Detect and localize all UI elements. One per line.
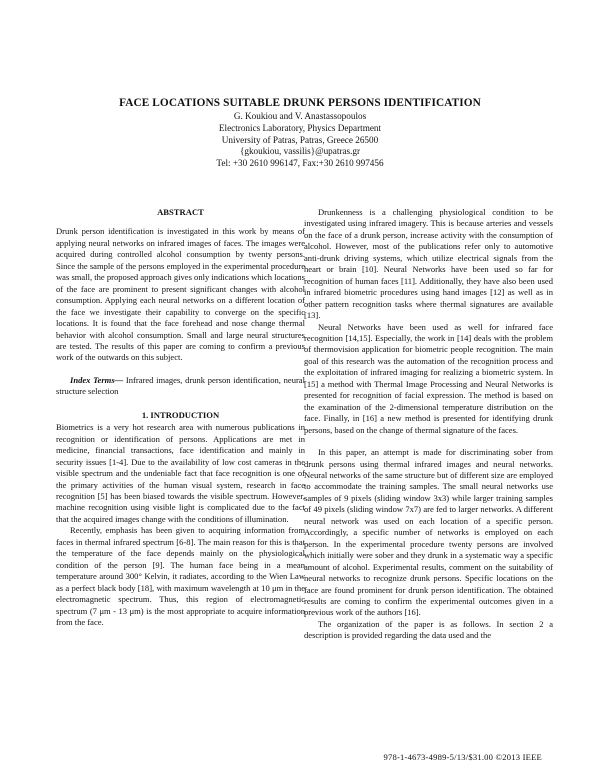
intro-paragraph-2: Recently, emphasis has been given to acquiring information from faces in thermal infrared spectrum [6-8]. The main reason for this is that the temperature of the face depends mainly on the physiological condition of the person [9]. The human face being in a mean temperature around 300° Kelvin, it radiates, according to the Wien Law as a perfect black body [18], with maximum wavelength at 10 μm in the electromagnetic spectrum. Thus, this region of electromagnetic spectrum (7 μm - 13 μm) is the most appropriate to acquire information from the face.	[56, 525, 305, 627]
index-terms	[56, 375, 305, 398]
left-column	[56, 207, 305, 628]
paper-title: FACE LOCATIONS SUITABLE DRUNK PERSONS IDENTIFICATION	[119, 97, 481, 109]
affiliation-line-1: Electronics Laboratory, Physics Department	[218, 122, 382, 133]
right-column	[304, 207, 553, 642]
index-terms-label: Index Terms—	[70, 374, 124, 385]
author-block	[60, 111, 540, 170]
copyright-footer: 978-1-4673-4989-5/13/$31.00 ©2013 IEEE	[383, 752, 542, 762]
right-paragraph-3: In this paper, an attempt is made for discriminating sober from drunk persons using thermal infrared images and neural networks. Neural networks of the same structure but of different size are employed to accommodate the training samples. The small neural networks use samples of 9 pixels (sliding window 3x3) while larger training samples of 49 pixels (sliding window 7x7) are fed to larger networks. A different neural network was used on each location of a specific person. Accordingly, a specific number of networks is employed on each person. In the experimental procedure twenty persons are involved which initially were sober and they drunk in a systematic way a specific amount of alcohol. Experimental results, comment on the suitability of neural networks to recognize drunk persons. Specific locations on the face are found prominent for drunk person identification. The obtained results are coming to confirm the experimental outcomes given in a previous work of the authors [16].	[304, 447, 553, 618]
contact-numbers: Tel: +30 2610 996147, Fax:+30 2610 997456	[216, 158, 384, 169]
author-emails: {gkoukiou, vassilis}@upatras.gr	[239, 146, 361, 157]
abstract-heading: ABSTRACT	[157, 207, 204, 217]
affiliation-line-2: University of Patras, Patras, Greece 26500	[221, 134, 379, 145]
authors: G. Koukiou and V. Anastassopoulos	[233, 111, 367, 121]
abstract-text: Drunk person identification is investigated in this work by means of applying neural networks on infrared images of faces. The images were acquired during controlled alcohol consumption by twenty persons. Since the sample of the persons employed in the experimental procedure was small, the proposed approach gives only indications which locations of the face are prominent to present significant changes with alcohol consumption. Applying each neural networks on a different location of the face we investigate their capability to converge on the specific locations. It is found that the face forehead and nose change thermal behavior with alcohol consumption. Small and large neural structures are tested. The results of this paper are coming to confirm a previous work of the outwards on this subject.	[56, 226, 305, 363]
intro-paragraph-1: Biometrics is a very hot research area with numerous publications in recognition or identification of persons. Applications are met in medicine, financial transactions, face identification and mainly in security issues [1-4]. Due to the availability of low cost cameras in the visible spectrum and the undeniable fact that face recognition is one of the primary activities of the human visual system, research in face recognition [5] has been biased towards the visible spectrum. However, machine recognition using visible light is complicated due to the fact that the acquired images change with the conditions of illumination.	[56, 422, 305, 524]
index-terms-text: Infrared images, drunk person identification, neural structure selection	[56, 374, 305, 397]
right-paragraph-2: Neural Networks have been used as well for infrared face recognition [14,15]. Especially, the work in [14] deals with the problem of thermovision application for biometric people recognition. The main goal of this research was the automation of the recognition process and the exploitation of infrared imaging for realizing a biometric system. In [15] a method with Thermal Image Processing and Neural Networks is presented for recognition of facial expression. The method is based on the examination of the 2-dimensional temperature distribution on the face. Finally, in [16] a new method is presented for identifying drunk persons, based on the change of thermal signature of the faces.	[304, 321, 553, 435]
right-paragraph-4: The organization of the paper is as follows. In section 2 a description is provided regarding the data used and the	[304, 618, 553, 641]
right-paragraph-1: Drunkenness is a challenging physiological condition to be investigated using infrared imagery. This is because arteries and vessels on the face of a drunk person, increase activity with the consumption of alcohol. However, most of the publications refer only to automotive anti-drunk driving systems, which utilize electrical signals from the heart or brain [10]. Neural Networks have been used so far for recognition of human faces [11]. Additionally, they have also been used in infrared biometric procedures using hand images [12] as well as in other pattern recognition tasks where thermal signatures are available [13].	[304, 207, 553, 321]
introduction-heading: 1. INTRODUCTION	[141, 409, 220, 420]
